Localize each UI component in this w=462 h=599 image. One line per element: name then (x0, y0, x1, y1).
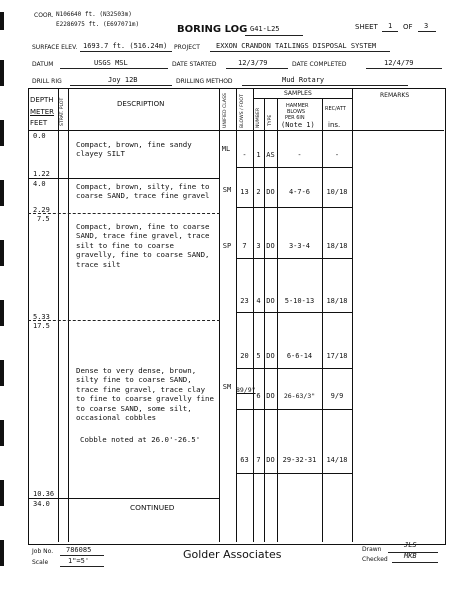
hammer-blows: - (297, 151, 302, 159)
date-started: 12/3/79 (238, 59, 268, 67)
hammer-blows: 4-7-6 (288, 188, 311, 196)
depth-mark: 7.5 (37, 215, 50, 223)
drill-rig: Joy 12B (108, 76, 138, 84)
sample-number: 5 (256, 352, 261, 360)
sample-number: 3 (256, 242, 261, 250)
hammer-header-1: HAMMER (286, 103, 309, 109)
scale-label: Scale (32, 559, 49, 566)
stratum-description: Compact, brown, silty, fine to coarse SAND, trace fine gravel (76, 182, 210, 201)
depth-mark: 5.33 (33, 313, 50, 321)
rec-att: 9/9 (330, 392, 344, 400)
feet-header: FEET (30, 119, 48, 127)
number-header: NUMBER (256, 107, 261, 128)
blows-foot: 13 (240, 188, 249, 196)
drawn-label: Drawn (362, 546, 382, 553)
sample-number: 6 (256, 392, 261, 400)
blows-foot: 63 (240, 456, 249, 464)
rec-att-header: REC/ATT (325, 106, 346, 112)
meter-header: METER (30, 108, 55, 116)
sample-type: DO (266, 242, 275, 250)
sample-type: DO (266, 352, 275, 360)
hammer-blows: 6-6-14 (286, 352, 313, 360)
date-completed: 12/4/79 (384, 59, 414, 67)
hammer-blows: 29-32-31 (282, 456, 317, 464)
hammer-header-3: PER 6IN (285, 115, 305, 121)
surface-elev-label: SURFACE ELEV. (32, 44, 78, 51)
depth-mark: 1.22 (33, 170, 50, 178)
job-no: 786085 (66, 546, 92, 554)
drilling-method: Mud Rotary (282, 76, 325, 84)
date-started-label: DATE STARTED (172, 61, 217, 68)
continued-label: CONTINUED (130, 503, 175, 512)
project-label: PROJECT (174, 44, 200, 51)
sample-number: 2 (256, 188, 261, 196)
rec-att: 18/18 (326, 242, 348, 250)
description-header: DESCRIPTION (117, 100, 165, 108)
strat-plot-header: STRAT. PLOT (60, 97, 65, 126)
rec-att: - (334, 151, 340, 159)
sample-type: DO (266, 456, 275, 464)
coord-label: COOR. (34, 12, 54, 19)
rec-units: ins. (328, 121, 341, 129)
date-completed-label: DATE COMPLETED (292, 61, 347, 68)
samples-header: SAMPLES (284, 90, 312, 97)
type-header: TYPE (268, 114, 273, 126)
sheet-total: 3 (424, 22, 429, 30)
sheet-number: 1 (388, 22, 393, 30)
unified-class: SM (222, 186, 232, 194)
stratum-description: Compact, brown, fine sandy clayey SILT (76, 140, 192, 159)
sample-number: 4 (256, 297, 261, 305)
job-no-label: Job No. (32, 548, 54, 555)
hammer-note: (Note 1) (281, 121, 315, 129)
unified-class-header: UNIFIED CLASS (223, 93, 228, 128)
boring-id: G41-L25 (250, 25, 280, 33)
drawn-initials: JLS (404, 541, 417, 549)
rec-att: 14/18 (326, 456, 348, 464)
coord-east: E2286975 ft. (E697071m) (56, 21, 140, 28)
hammer-blows: 5-10-13 (284, 297, 315, 305)
log-title: BORING LOG (177, 24, 248, 35)
blows-foot: - (242, 151, 247, 159)
blows-foot: 20 (240, 352, 249, 360)
company-name: Golder Associates (183, 548, 282, 561)
blows-foot-header: BLOWS / FOOT (240, 94, 245, 128)
hammer-header-2: BLOWS (287, 109, 306, 115)
checked-initials: MKB (404, 552, 417, 560)
datum-value: USGS MSL (94, 59, 128, 67)
sample-number: 7 (256, 456, 261, 464)
blows-foot: 89/9" (236, 386, 256, 394)
sample-type: AS (266, 151, 275, 159)
scale-value: 1"=5' (68, 557, 90, 565)
coord-north: N106640 ft. (N32503m) (56, 11, 132, 18)
drilling-method-label: DRILLING METHOD (176, 78, 233, 85)
hammer-blows: 3-3-4 (288, 242, 311, 250)
drill-rig-label: DRILL RIG (32, 78, 62, 85)
project-name: EXXON CRANDON TAILINGS DISPOSAL SYSTEM (216, 42, 377, 50)
sample-type: DO (266, 297, 275, 305)
depth-mark: 2.29 (33, 206, 50, 214)
sample-type: DO (266, 392, 275, 400)
sheet-label: SHEET (355, 23, 378, 31)
stratum-note: Cobble noted at 26.0'-26.5' (80, 435, 201, 444)
remarks-header: REMARKS (380, 92, 410, 99)
stratum-description: Dense to very dense, brown, silty fine to coarse SAND, trace fine gravel, trace clay to fine to coarse gravelly fine to coarse SAND, some silt, occasional cobbles (76, 366, 214, 423)
depth-mark: 34.0 (33, 500, 50, 508)
checked-label: Checked (362, 556, 388, 563)
rec-att: 10/18 (326, 188, 348, 196)
rec-att: 17/18 (326, 352, 348, 360)
of-label: OF (403, 23, 413, 31)
depth-mark: 4.0 (33, 180, 46, 188)
stratum-description: Compact, brown, fine to coarse SAND, trace fine gravel, trace silt to fine to coarse gravelly, fine to coarse SAND, trace silt (76, 222, 210, 269)
sample-number: 1 (256, 151, 261, 159)
blows-foot: 23 (240, 297, 249, 305)
datum-label: DATUM (32, 61, 54, 68)
depth-mark: 10.36 (33, 490, 55, 498)
unified-class: ML (221, 145, 231, 153)
rec-att: 18/18 (326, 297, 348, 305)
sample-type: DO (266, 188, 275, 196)
unified-class: SP (222, 242, 232, 250)
depth-header: DEPTH (30, 96, 54, 104)
blows-foot: 7 (242, 242, 247, 250)
depth-mark: 17.5 (33, 322, 50, 330)
surface-elev: 1693.7 ft. (516.24m) (83, 42, 168, 50)
unified-class: SM (222, 383, 232, 391)
hammer-blows: 26-63/3" (283, 392, 316, 400)
depth-mark: 0.0 (33, 132, 46, 140)
